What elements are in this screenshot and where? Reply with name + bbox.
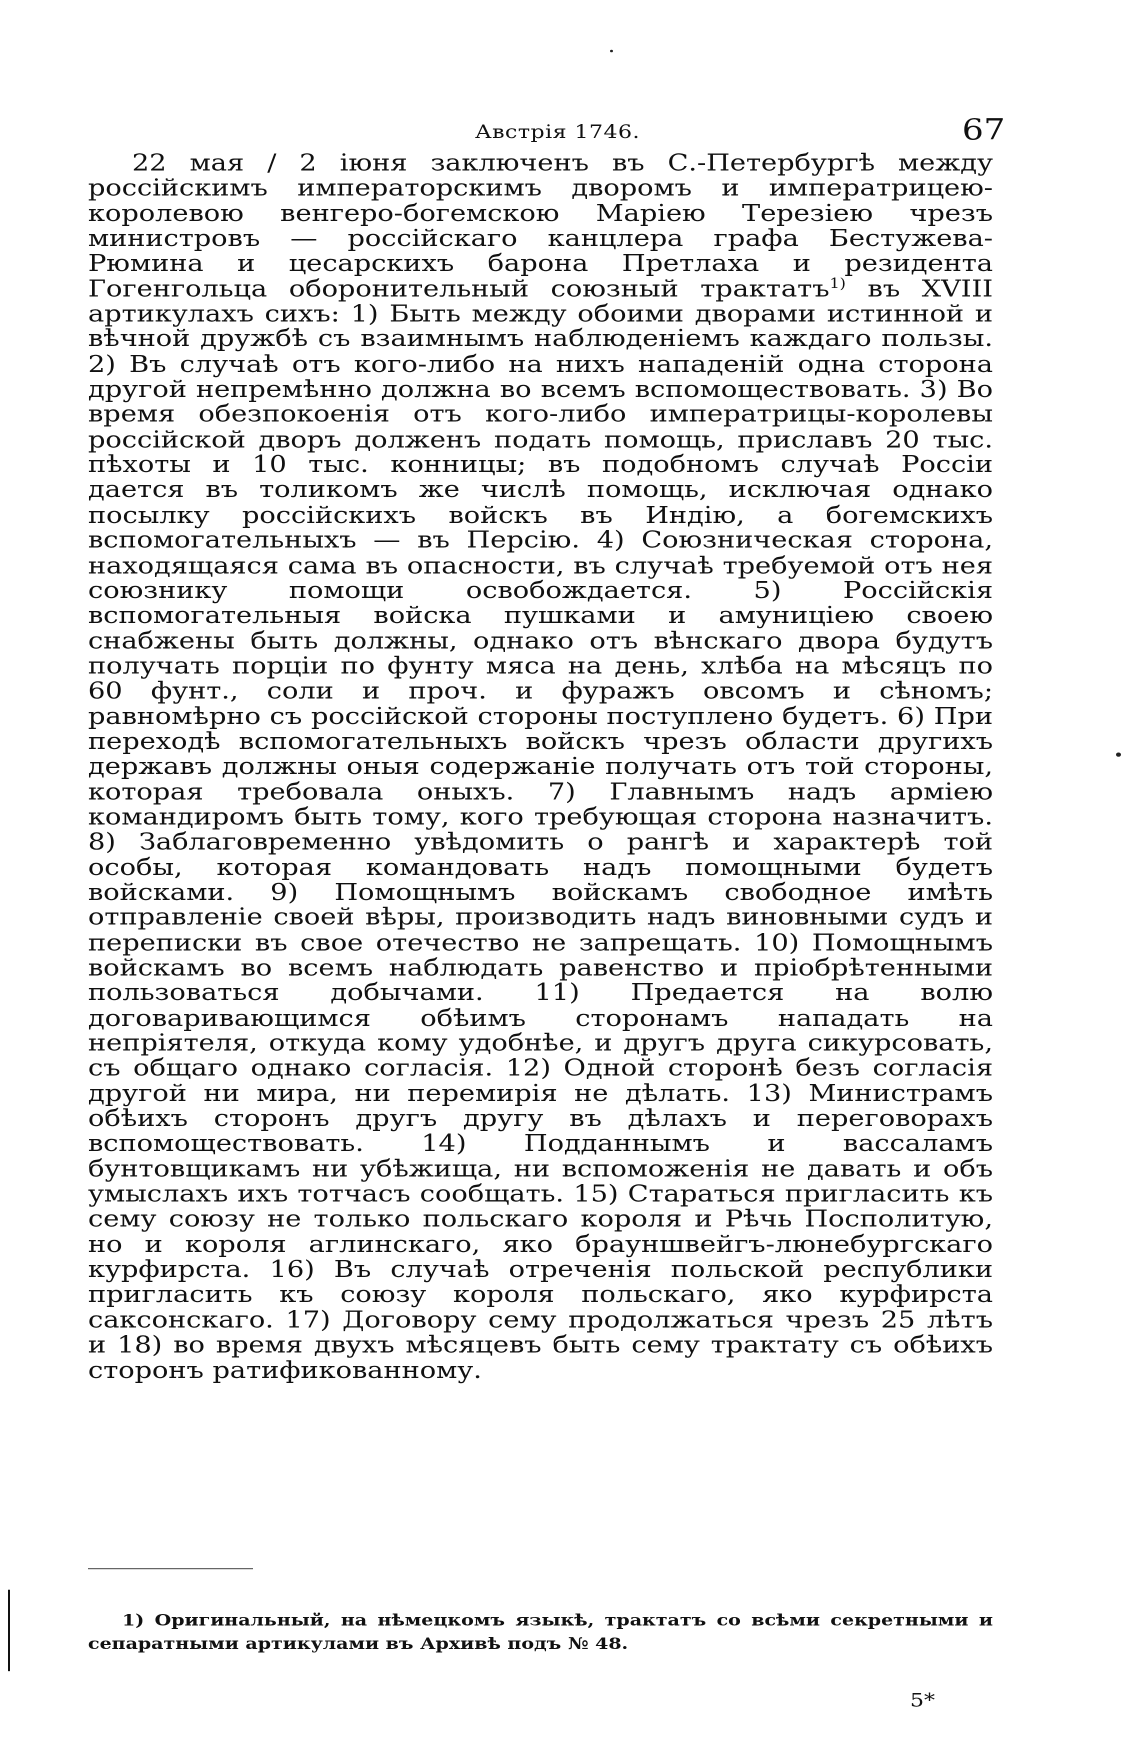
page-number: 67 [962, 113, 1006, 148]
footnote-divider [88, 1568, 253, 1569]
running-title: Австрія 1746. [475, 121, 641, 144]
footnote-text: Оригинальный, на нѣмецкомъ языкѣ, трактатъ со всѣми секретными и сепаратными артикулами въ Архивѣ подъ № 48. [88, 1611, 993, 1654]
footnote [88, 1609, 993, 1655]
main-text [88, 151, 993, 1383]
footnote-reference: 1) [829, 274, 846, 292]
footnote-marker: 1) [122, 1611, 145, 1631]
speck-mark-margin [1116, 752, 1121, 756]
binding-edge-line [8, 1590, 10, 1671]
signature-mark: 5* [910, 1690, 935, 1712]
running-head [0, 113, 1140, 147]
speck-mark [610, 50, 613, 53]
paragraph-text: 22 мая / 2 іюня заключенъ въ С.-Петербургѣ между россійскимъ императорскимъ дворомъ и императрицею-королевою венгеро-богемскою Маріею Терезіею чрезъ министровъ — россійскаго канцлера графа Бестужева-Рюмина и цесарскихъ барона Претлаха и резидента Гогенгольца оборонительный союзный трактатъ [88, 149, 993, 303]
paragraph-text-continued: въ XVIII артикулахъ сихъ: 1) Быть между обоими дворами истинной и вѣчной дружбѣ съ взаимнымъ наблюденіемъ каждаго пользы. 2) Въ случаѣ отъ кого-либо на нихъ нападеній одна сторона другой непремѣнно должна во всемъ вспомоществовать. 3) Во время обезпокоенія отъ кого-либо императрицы-королевы россійской дворъ долженъ подать помощь, приславъ 20 тыс. пѣхоты и 10 тыс. конницы; въ подобномъ случаѣ Россіи дается въ толикомъ же числѣ помощь, исключая однако посылку россійскихъ войскъ въ Индію, а богемскихъ вспомогательныхъ — въ Персію. 4) Союзническая сторона, находящаяся сама въ опасности, въ случаѣ требуемой отъ нея союзнику помощи освобождается. 5) Россійскія вспомогательныя войска пушками и амуниціею своею снабжены быть должны, однако отъ вѣнскаго двора будутъ получать порціи по фунту мяса на день, хлѣба на мѣсяцъ по 60 фунт., соли и проч. и фуражъ овсомъ и сѣномъ; равномѣрно съ россійской стороны поступлено будетъ. 6) При переходѣ вспомогательныхъ войскъ чрезъ области другихъ державъ должны оныя содержаніе получать отъ той стороны, которая требовала оныхъ. 7) Главнымъ надъ арміею командиромъ быть тому, кого требующая сторона назначитъ. 8) Заблаговременно увѣдомить о рангѣ и характерѣ той особы, которая командовать надъ помощными будетъ войсками. 9) Помощнымъ войскамъ свободное имѣть отправленіе своей вѣры, производить надъ виновными судъ и переписки въ свое отечество не запрещать. 10) Помощнымъ войскамъ во всемъ наблюдать равенство и пріобрѣтенными пользоваться добычами. 11) Предается на волю договаривающимся обѣимъ сторонамъ нападать на непріятеля, откуда кому удобнѣе, и другъ друга сикурсовать, съ общаго однако согласія. 12) Одной сторонѣ безъ согласія другой ни мира, ни перемирія не дѣлать. 13) Министрамъ обѣихъ сторонъ другъ другу въ дѣлахъ и переговорахъ вспомоществовать. 14) Подданнымъ и вассаламъ бунтовщикамъ ни убѣжища, ни вспоможенія не давать и объ умыслахъ ихъ тотчасъ сообщать. 15) Стараться пригласить къ сему союзу не только польскаго короля и Рѣчь Посполитую, но и короля аглинскаго, яко брауншвейгъ-люнебургскаго курфирста. 16) Въ случаѣ отреченія польской республики пригласить къ союзу короля польскаго, яко курфирста саксонскаго. 17) Договору сему продолжаться чрезъ 25 лѣтъ и 18) во время двухъ мѣсяцевъ быть сему трактату съ обѣихъ сторонъ ратификованному. [88, 275, 993, 1384]
treaty-paragraph [88, 151, 993, 1383]
footnote-body [88, 1609, 993, 1655]
